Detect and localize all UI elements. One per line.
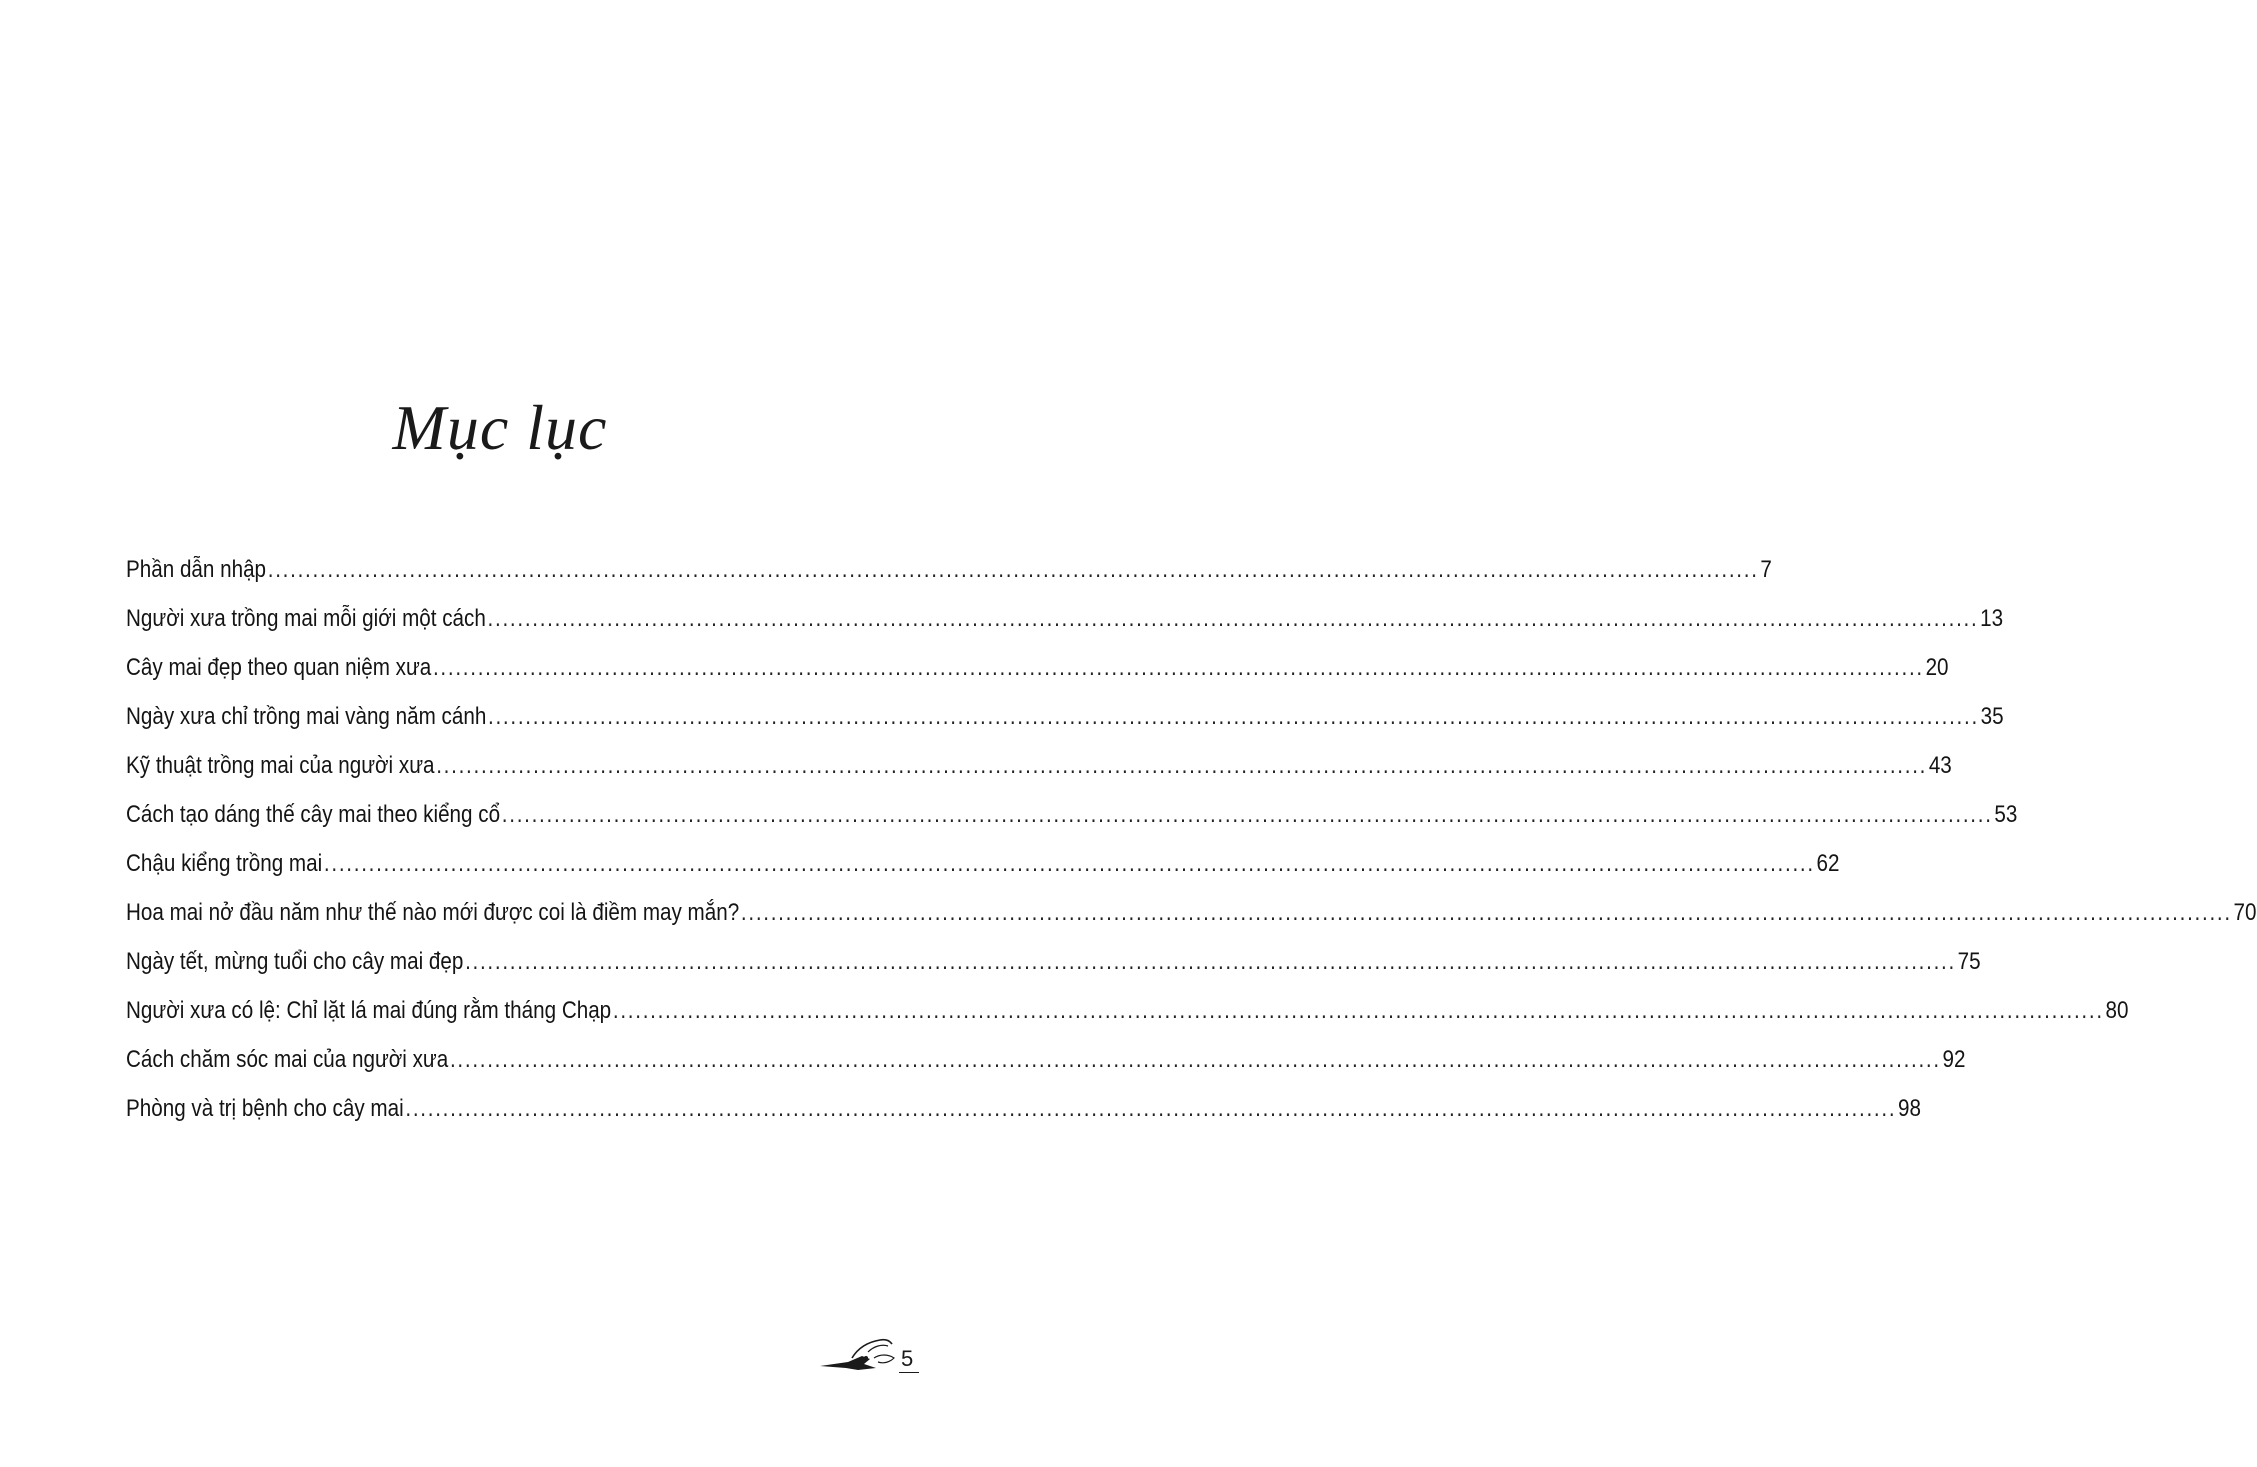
toc-entry-page: 7 (1760, 556, 1772, 583)
toc-entry (126, 899, 2257, 948)
toc-entry-page: 92 (1942, 1046, 1966, 1073)
leader-dots: ........................................................................................................................................................................................................ (436, 752, 1928, 779)
toc-entry (126, 801, 2018, 850)
toc-entry-label: Ngày xưa chỉ trồng mai vàng năm cánh (126, 703, 487, 730)
leader-dots: ........................................................................................................................................................................................................ (488, 703, 1979, 730)
leader-dots: ........................................................................................................................................................................................................ (487, 605, 1979, 632)
toc-entry (126, 654, 1949, 703)
toc-entry (126, 948, 1981, 997)
leader-dots: ........................................................................................................................................................................................................ (740, 899, 2232, 926)
toc-entry-page: 80 (2105, 997, 2129, 1024)
page-number: 5 (899, 1346, 919, 1373)
toc-entry (126, 752, 1952, 801)
leader-dots: ........................................................................................................................................................................................................ (323, 850, 1815, 877)
toc-entry-label: Cây mai đẹp theo quan niệm xưa (126, 654, 432, 681)
bird-flourish-icon (818, 1328, 904, 1378)
toc-entry-label: Người xưa có lệ: Chỉ lặt lá mai đúng rằm tháng Chạp (126, 997, 612, 1024)
toc-entry-page: 13 (1980, 605, 2004, 632)
leader-dots: ........................................................................................................................................................................................................ (405, 1095, 1897, 1122)
toc-entry-page: 75 (1957, 948, 1981, 975)
toc-entry-label: Ngày tết, mừng tuổi cho cây mai đẹp (126, 948, 464, 975)
toc-entry-label: Kỹ thuật trồng mai của người xưa (126, 752, 435, 779)
table-of-contents (126, 556, 2257, 1144)
toc-entry-page: 70 (2233, 899, 2257, 926)
toc-entry (126, 556, 1772, 605)
leader-dots: ........................................................................................................................................................................................................ (267, 556, 1759, 583)
toc-entry-page: 98 (1897, 1095, 1921, 1122)
leader-dots: ........................................................................................................................................................................................................ (612, 997, 2104, 1024)
toc-entry-label: Phòng và trị bệnh cho cây mai (126, 1095, 404, 1122)
leader-dots: ........................................................................................................................................................................................................ (432, 654, 1924, 681)
toc-entry-page: 43 (1928, 752, 1952, 779)
page-title: Mục lục (392, 392, 608, 463)
toc-entry (126, 1095, 1921, 1144)
toc-entry-label: Người xưa trồng mai mỗi giới một cách (126, 605, 486, 632)
toc-entry-page: 62 (1816, 850, 1840, 877)
toc-entry-page: 53 (1994, 801, 2018, 828)
toc-entry-label: Chậu kiểng trồng mai (126, 850, 323, 877)
page-footer (818, 1328, 928, 1378)
toc-entry-page: 35 (1980, 703, 2004, 730)
toc-entry (126, 703, 2004, 752)
toc-entry-label: Hoa mai nở đầu năm như thế nào mới được coi là điềm may mắn? (126, 899, 740, 926)
toc-entry-page: 20 (1925, 654, 1949, 681)
toc-entry-label: Cách chăm sóc mai của người xưa (126, 1046, 449, 1073)
leader-dots: ........................................................................................................................................................................................................ (449, 1046, 1941, 1073)
toc-entry (126, 997, 2129, 1046)
leader-dots: ........................................................................................................................................................................................................ (501, 801, 1993, 828)
toc-entry (126, 1046, 1966, 1095)
toc-entry (126, 850, 1840, 899)
toc-entry (126, 605, 2004, 654)
toc-entry-label: Cách tạo dáng thế cây mai theo kiểng cổ (126, 801, 501, 828)
toc-entry-label: Phần dẫn nhập (126, 556, 267, 583)
leader-dots: ........................................................................................................................................................................................................ (465, 948, 1956, 975)
